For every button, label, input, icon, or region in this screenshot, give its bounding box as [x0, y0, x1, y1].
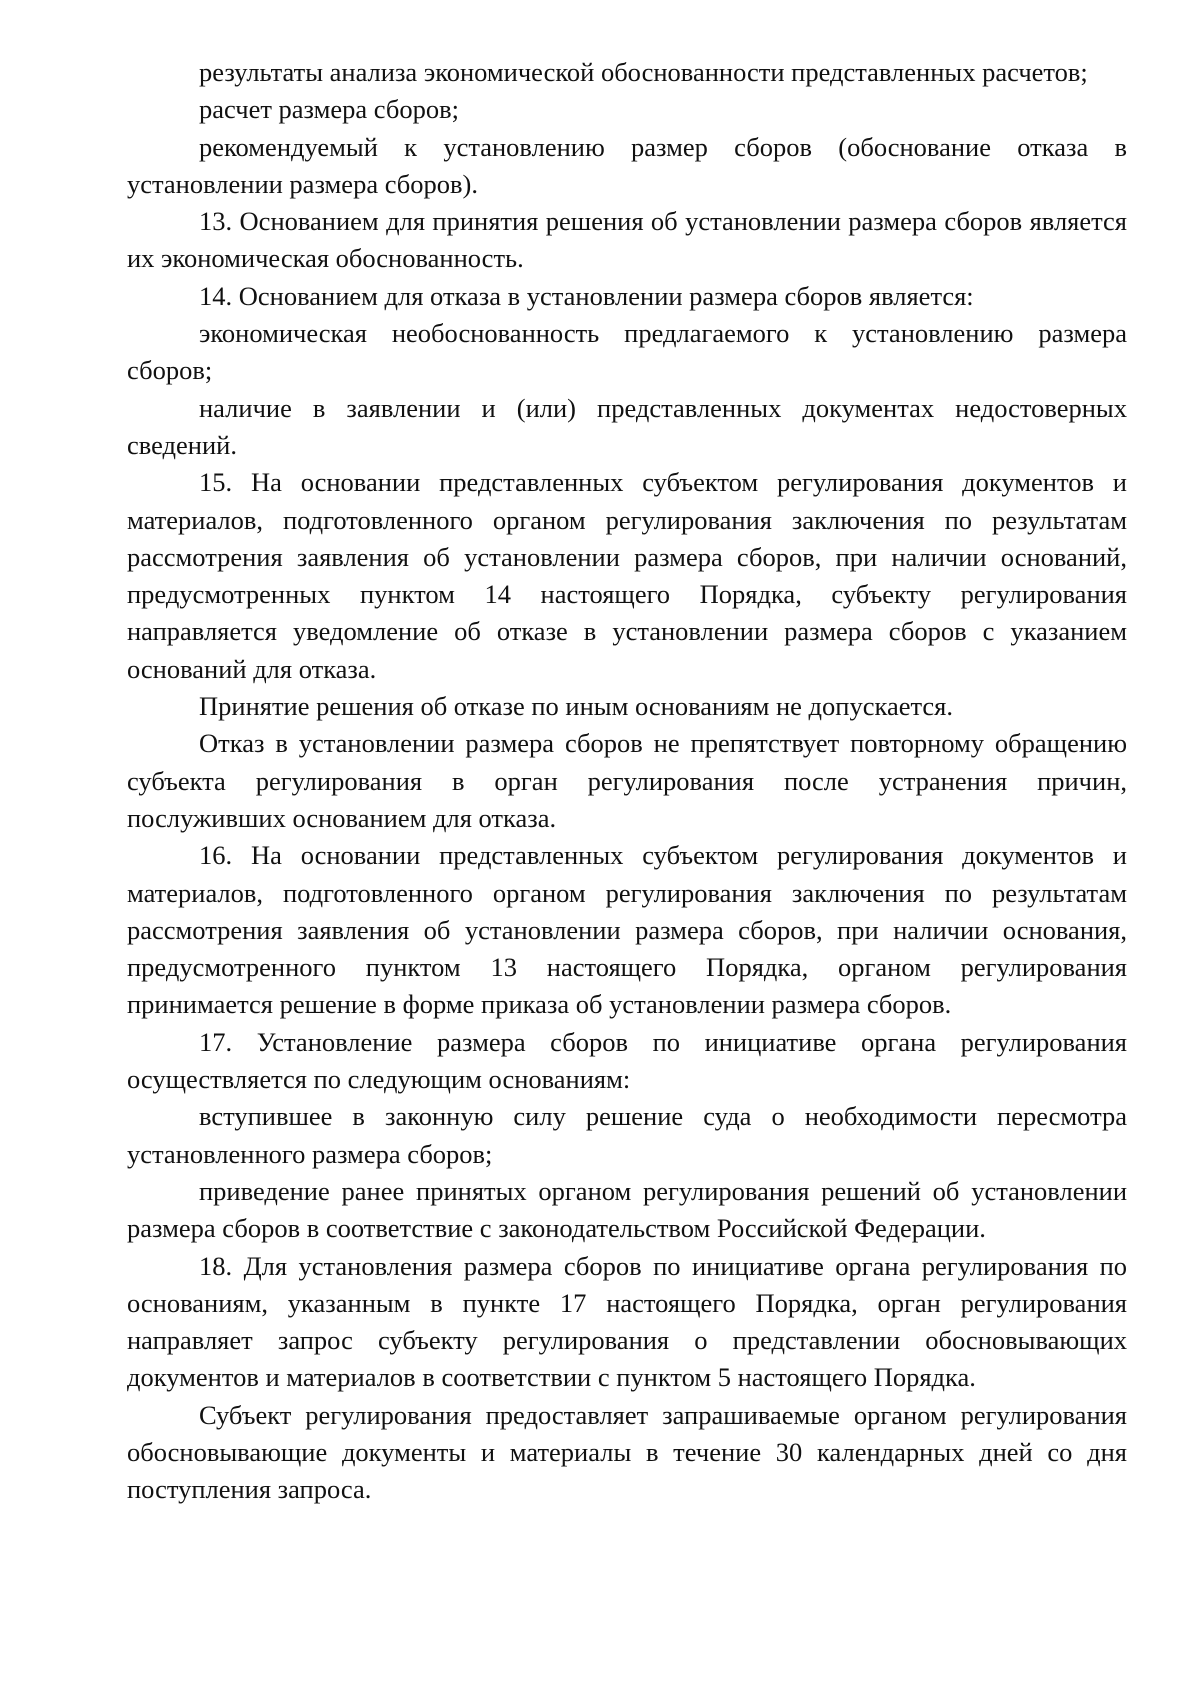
paragraph-13: 13. Основанием для принятия решения об установлении размера сборов является их экономическая обоснованность. — [127, 206, 1127, 274]
paragraph-analysis-results: результаты анализа экономической обоснованности представленных расчетов; — [199, 57, 1088, 87]
paragraph-17: 17. Установление размера сборов по инициативе органа регулирования осуществляется по следующим основаниям: — [127, 1026, 1127, 1095]
paragraph-18: 18. Для установления размера сборов по инициативе органа регулирования по основаниям, указанным в пункте 17 настоящего Порядка, орган регулирования направляет запрос субъекту регулирования о представлении обосновывающих документов и материалов в соответствии с пунктом 5 настоящего Порядка. — [127, 1250, 1127, 1393]
paragraph-15: 15. На основании представленных субъектом регулирования документов и материалов, подготовленного органом регулирования заключения по результатам рассмотрения заявления об установлении размера сборов, при наличии оснований, предусмотренных пунктом 14 настоящего Порядка, субъекту регулирования направляется уведомление об отказе в установлении размера сборов с указанием оснований для отказа. — [127, 467, 1127, 684]
paragraph-recommended-fee: рекомендуемый к установлению размер сборов (обоснование отказа в установлении размера сборов). — [127, 131, 1127, 199]
paragraph-fee-calculation: расчет размера сборов; — [199, 94, 460, 125]
paragraph-16: 16. На основании представленных субъектом регулирования документов и материалов, подготовленного органом регулирования заключения по результатам рассмотрения заявления об установлении размера сборов, при наличии основания, предусмотренного пунктом 13 настоящего Порядка, органом регулирования принимается решение в форме приказа об установлении размера сборов. — [127, 840, 1127, 1020]
paragraph-14: 14. Основанием для отказа в установлении размера сборов является: — [199, 280, 974, 311]
paragraph-17-legislation: приведение ранее принятых органом регулирования решений об установлении размера сборов в соответствие с законодательством Российской Федерации. — [127, 1175, 1127, 1244]
paragraph-18-deadline: Субъект регулирования предоставляет запрашиваемые органом регулирования обосновывающие документы и материалы в течение 30 календарных дней со дня поступления запроса. — [127, 1399, 1127, 1505]
paragraph-15-other-grounds: Принятие решения об отказе по иным основаниям не допускается. — [199, 691, 953, 722]
paragraph-14-unreliable: наличие в заявлении и (или) представленных документах недостоверных сведений. — [127, 392, 1127, 460]
paragraph-15-repeat-request: Отказ в установлении размера сборов не препятствует повторному обращению субъекта регулирования в орган регулирования после устранения причин, послуживших основанием для отказа. — [127, 728, 1127, 833]
paragraph-17-court: вступившее в законную силу решение суда о необходимости пересмотра установленного размера сборов; — [127, 1101, 1127, 1169]
document-body — [127, 54, 1127, 1509]
paragraph-14-economic: экономическая необоснованность предлагаемого к установлению размера сборов; — [127, 318, 1127, 386]
